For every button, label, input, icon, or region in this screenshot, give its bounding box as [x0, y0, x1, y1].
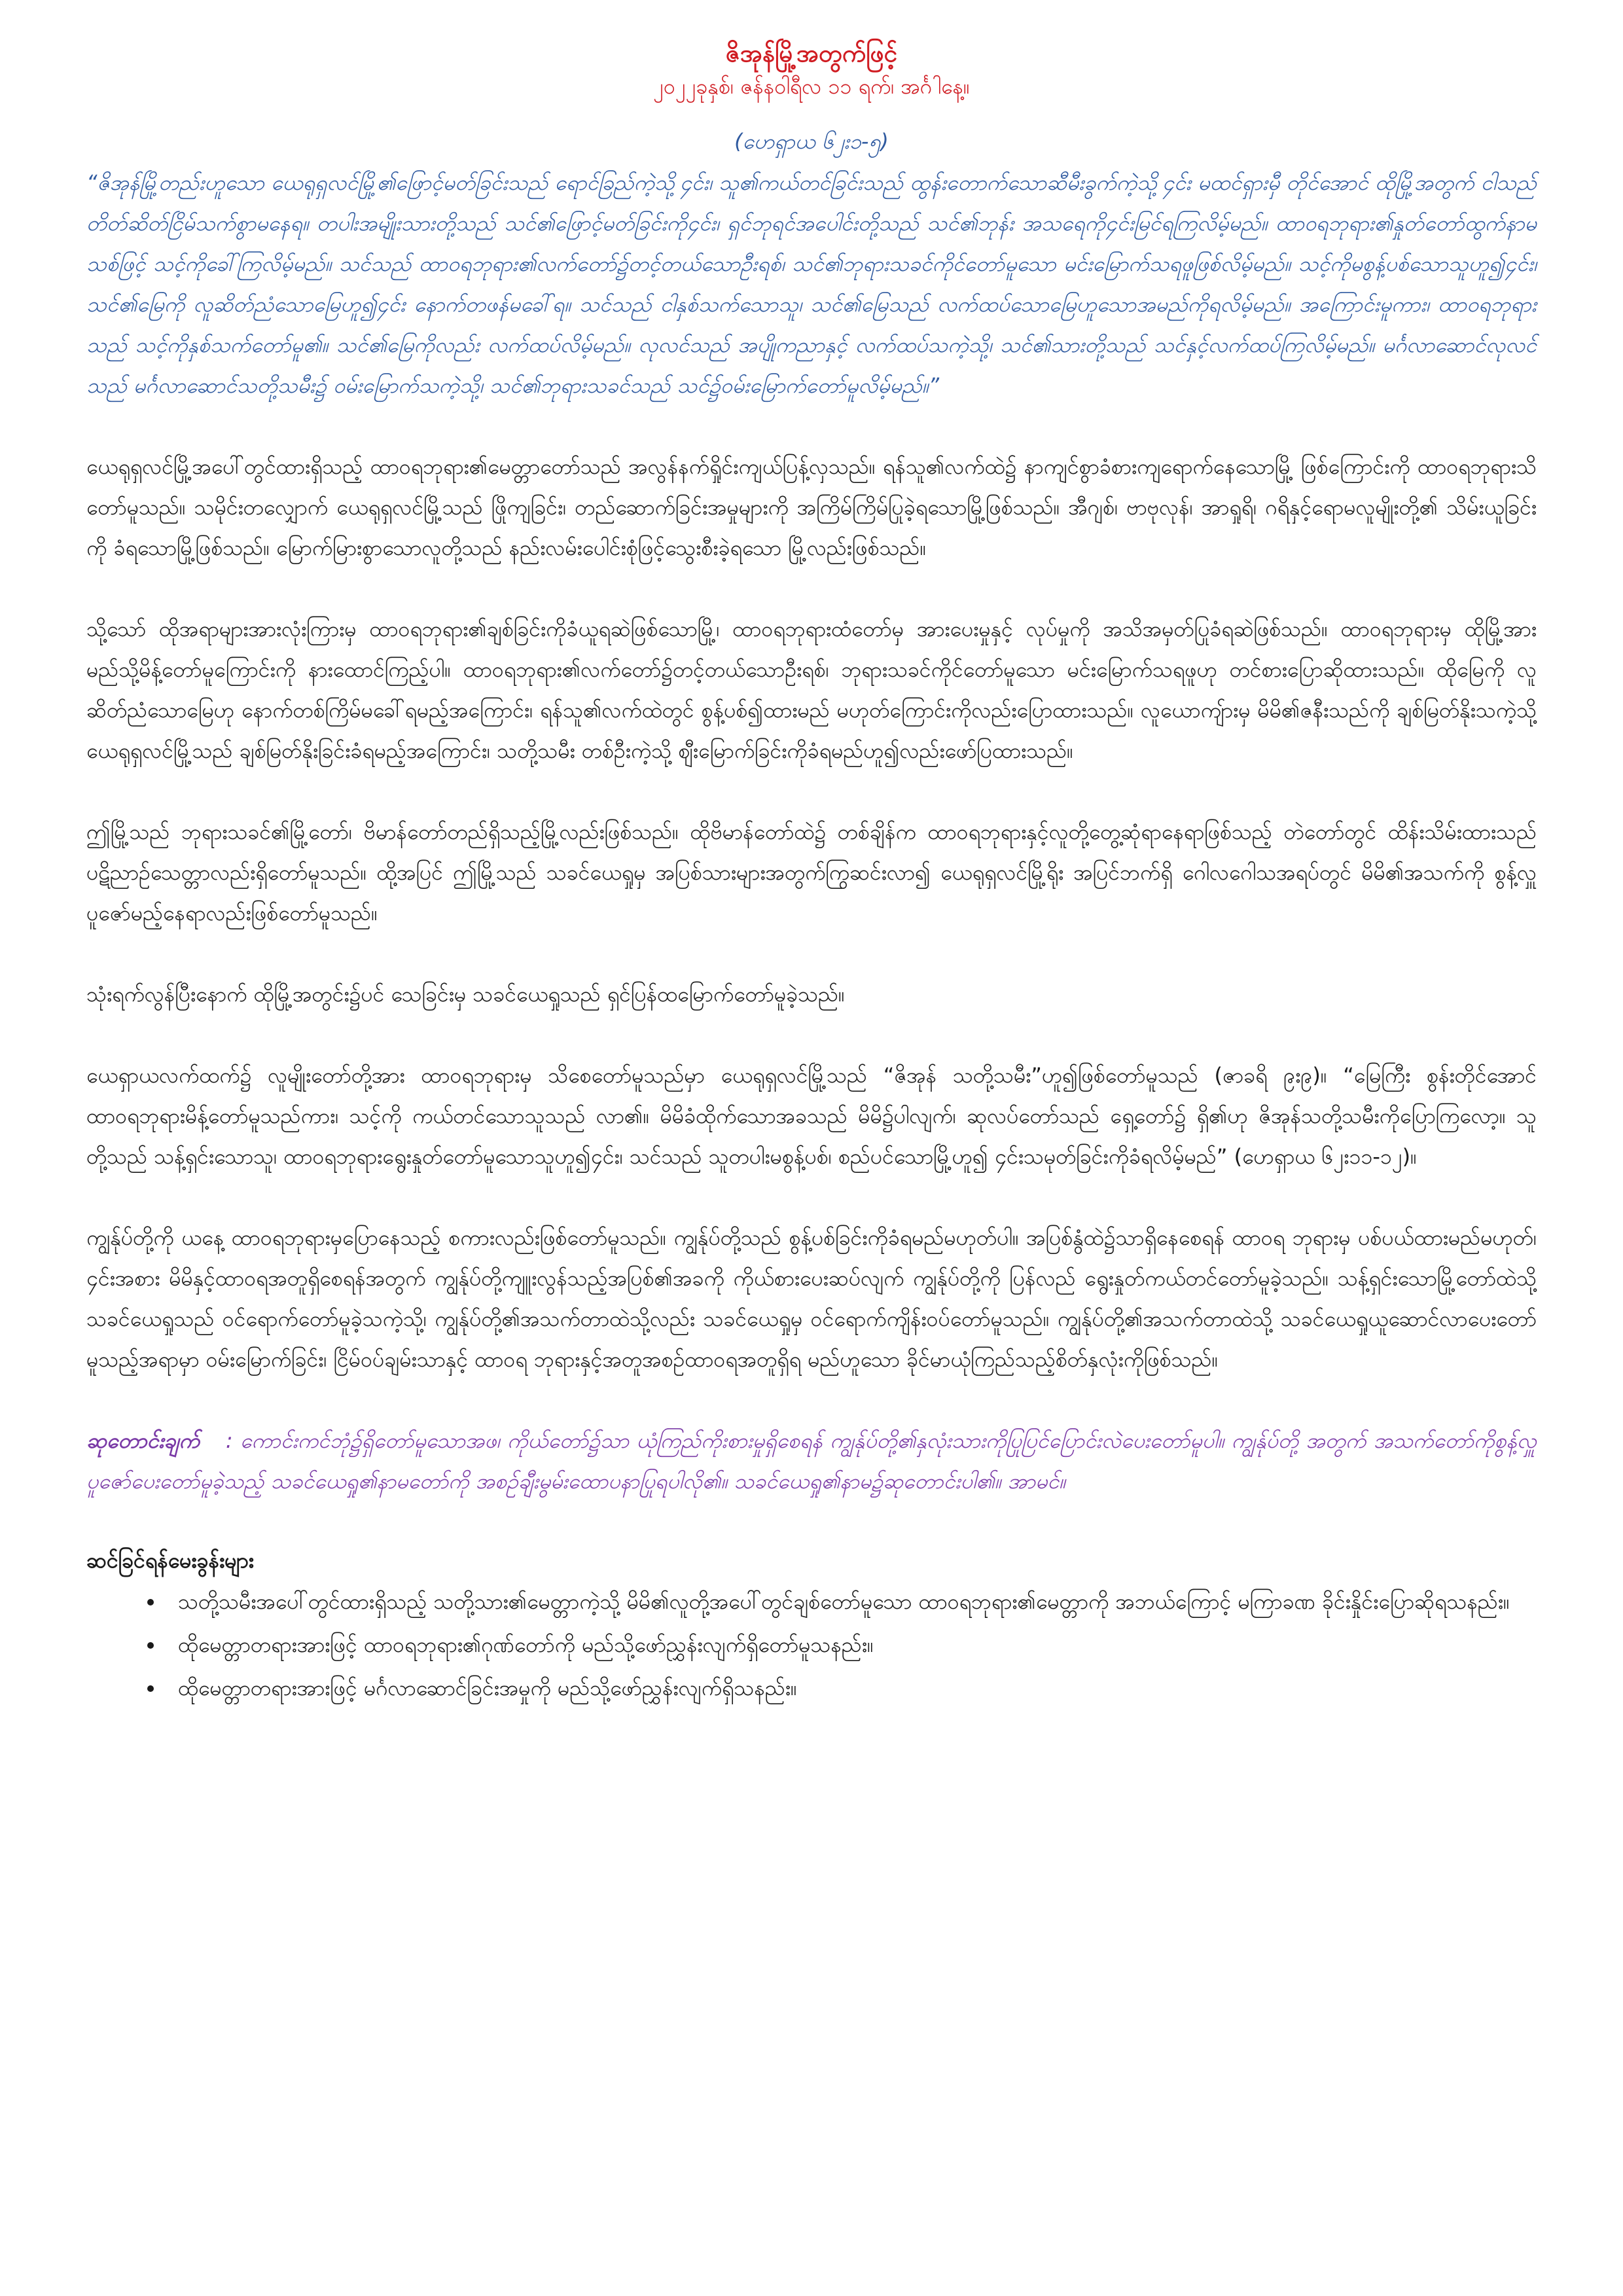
page-title: ဇိအုန်မြို့အတွက်ဖြင့်: [725, 39, 898, 67]
devotional-page: [86, 37, 1537, 1711]
body-paragraph-1: ယေရုရှလင်မြို့အပေါ်တွင်ထားရှိသည့် ထာဝရဘုရား၏မေတ္တာတော်သည် အလွန်နက်ရှိုင်းကျယ်ပြန့်လှသည်။ ရန်သူ၏လက်ထဲ၌ နာကျင်စွာခံစားကျရောက်နေသောမြို့ ဖြစ်ကြောင်းကို ထာဝရဘုရားသိတော်မူသည်။ သမိုင်းတလျှောက် ယေရုရှလင်မြို့သည် ဖြိုကျခြင်း၊ တည်ဆောက်ခြင်းအမှုများကို အကြိမ်ကြိမ်ပြုခဲ့ရသောမြို့ဖြစ်သည်။ အီဂျစ်၊ ဗာဗုလုန်၊ အာရှုရိ၊ ဂရိနှင့်ရောမလူမျိုးတို့၏ သိမ်းယူခြင်းကို ခံရသောမြို့ဖြစ်သည်။ မြောက်မြားစွာသောလူတို့သည် နည်းလမ်းပေါင်းစုံဖြင့်သွေးစီးခဲ့ရသော မြို့လည်းဖြစ်သည်။: [86, 454, 1537, 560]
body-paragraph-3: ဤမြို့သည် ဘုရားသခင်၏မြို့တော်၊ ဗိမာန်တော်တည်ရှိသည့်မြို့လည်းဖြစ်သည်။ ထိုဗိမာန်တော်ထဲ၌ တစ်ချိန်က ထာဝရဘုရားနှင့်လူတို့တွေ့ဆုံရာနေရာဖြစ်သည့် တဲတော်တွင် ထိန်းသိမ်းထားသည် ပဋိညာဉ်သေတ္တာလည်းရှိတော်မူသည်။ ထို့အပြင် ဤမြို့သည် သခင်ယေရှုမှ အပြစ်သားများအတွက်ကြွဆင်းလာ၍ ယေရုရှလင်မြို့ရိုး အပြင်ဘက်ရှိ ဂေါလဂေါသအရပ်တွင် မိမိ၏အသက်ကို စွန့်လှူပူဇော်မည့်နေရာလည်းဖြစ်တော်မူသည်။: [86, 819, 1537, 925]
question-item: • သတို့သမီးအပေါ်တွင်ထားရှိသည့် သတို့သား၏မေတ္တာကဲ့သို့ မိမိ၏လူတို့အပေါ်တွင်ချစ်တော်မူသော ထာဝရဘုရား၏မေတ္တာကို အဘယ်ကြောင့် မကြာခဏ ခိုင်းနှိုင်းပြောဆိုရသနည်း။: [165, 1581, 1537, 1622]
date-line: ၂၀၂၂ခုနှစ်၊ ဇန်နဝါရီလ ၁၁ ရက်၊ အင်္ဂါနေ့။: [653, 74, 970, 99]
prayer-label: ဆုတောင်းချက်: [86, 1428, 200, 1453]
body-paragraph-2: သို့သော် ထိုအရာများအားလုံးကြားမှ ထာဝရဘုရား၏ချစ်ခြင်းကိုခံယူရဆဲဖြစ်သောမြို့၊ ထာဝရဘုရားထံတော်မှ အားပေးမှုနှင့် လုပ်မှုကို အသိအမှတ်ပြုခံရဆဲဖြစ်သည်။ ထာဝရဘုရားမှ ထိုမြို့အား မည်သို့မိန့်တော်မူကြောင်းကို နားထောင်ကြည့်ပါ။ ထာဝရဘုရား၏လက်တော်၌တင့်တယ်သောဦးရစ်၊ ဘုရားသခင်ကိုင်တော်မူသော မင်းမြောက်သရဖူဟု တင်စားပြောဆိုထားသည်။ ထိုမြေကို လူဆိတ်ညံသောမြေဟု နောက်တစ်ကြိမ်မခေါ်ရမည့်အကြောင်း၊ ရန်သူ၏လက်ထဲတွင် စွန့်ပစ်၍ထားမည် မဟုတ်ကြောင်းကိုလည်းပြောထားသည်။ လူယောကျ်ားမှ မိမိ၏ဇနီးသည်ကို ချစ်မြတ်နိုးသကဲ့သို့ ယေရုရှလင်မြို့သည် ချစ်မြတ်နိုးခြင်းခံရမည့်အကြောင်း၊ သတို့သမီး တစ်ဦးကဲ့သို့ ဈီးမြောက်ခြင်းကိုခံရမည်ဟူ၍လည်းဖော်ပြထားသည်။: [86, 617, 1537, 763]
question-item: • ထိုမေတ္တာတရားအားဖြင့် ထာဝရဘုရား၏ဂုဏ်တော်ကို မည်သို့ဖော်ညွှန်းလျက်ရှိတော်မူသနည်း။: [165, 1624, 1537, 1665]
question-item: • ထိုမေတ္တာတရားအားဖြင့် မင်္ဂလာဆောင်ခြင်းအမှုကို မည်သို့ဖော်ညွှန်းလျက်ရှိသနည်း။: [165, 1668, 1537, 1708]
body-paragraph-4: သုံးရက်လွန်ပြီးနောက် ထိုမြို့အတွင်း၌ပင် သေခြင်းမှ သခင်ယေရှုသည် ရှင်ပြန်ထမြောက်တော်မူခဲ့သည်။: [86, 982, 845, 1007]
questions-list: [86, 1581, 1537, 1708]
body-paragraph-6: ကျွန်ုပ်တို့ကို ယနေ့ ထာဝရဘုရားမှပြောနေသည့် စကားလည်းဖြစ်တော်မူသည်။ ကျွန်ုပ်တို့သည် စွန့်ပစ်ခြင်းကိုခံရမည်မဟုတ်ပါ။ အပြစ်နွံထဲ၌သာရှိနေစေရန် ထာဝရ ဘုရားမှ ပစ်ပယ်ထားမည်မဟုတ်၊ ၄င်းအစား မိမိနှင့်ထာဝရအတူရှိစေရန်အတွက် ကျွန်ုပ်တို့ကျူးလွန်သည့်အပြစ်၏အခကို ကိုယ်စားပေးဆပ်လျက် ကျွန်ုပ်တို့ကို ပြန်လည် ရွေးနှုတ်ကယ်တင်တော်မူခဲ့သည်။ သန့်ရှင်းသောမြို့တော်ထဲသို့ သခင်ယေရှုသည် ဝင်ရောက်တော်မူခဲ့သကဲ့သို့၊ ကျွန်ုပ်တို့၏အသက်တာထဲသို့လည်း သခင်ယေရှုမှ ဝင်ရောက်ကျိန်းဝပ်တော်မူသည်။ ကျွန်ုပ်တို့၏အသက်တာထဲသို့ သခင်ယေရှုယူဆောင်လာပေးတော်မူသည့်အရာမှာ ဝမ်းမြောက်ခြင်း၊ ငြိမ်ဝပ်ချမ်းသာနှင့် ထာဝရ ဘုရားနှင့်အတူအစဉ်ထာဝရအတူရှိရ မည်ဟူသော ခိုင်မာယုံကြည်သည့်စိတ်နှလုံးကိုဖြစ်သည်။: [86, 1225, 1537, 1372]
body-paragraph-5: ယေရှာယလက်ထက်၌ လူမျိုးတော်တို့အား ထာဝရဘုရားမှ သိစေတော်မူသည်မှာ ယေရုရှလင်မြို့သည် “ဇိအုန် သတို့သမီး”ဟူ၍ဖြစ်တော်မူသည် (ဇာခရိ ၉း၉)။ “မြေကြီး စွန်းတိုင်အောင် ထာဝရဘုရားမိန့်တော်မူသည်ကား၊ သင့်ကို ကယ်တင်သောသူသည် လာ၏။ မိမိခံထိုက်သောအခသည် မိမိ၌ပါလျက်၊ ဆုလပ်တော်သည် ရှေ့တော်၌ ရှိ၏ဟု ဇိအုန်သတို့သမီးကိုပြောကြလော့။ သူတို့သည် သန့်ရှင်းသောသူ၊ ထာဝရဘုရားရွေးနှုတ်တော်မူသောသူဟူ၍၄င်း၊ သင်သည် သူတပါးမစွန့်ပစ်၊ စည်ပင်သောမြို့ဟူ၍ ၄င်းသမုတ်ခြင်းကိုခံရလိမ့်မည်” (ဟေရှာယ ၆၂း၁၁-၁၂)။: [86, 1063, 1537, 1169]
scripture-text: “ဇိအုန်မြို့တည်းဟူသော ယေရုရှလင်မြို့၏ဖြောင့်မတ်ခြင်းသည် ရောင်ခြည်ကဲ့သို့၄င်း၊ သူ၏ကယ်တင်ခြင်းသည် ထွန်းတောက်သောဆီမီးခွက်ကဲ့သို့၄င်း မထင်ရှားမှီ တိုင်အောင် ထိုမြို့အတွက် ငါသည်တိတ်ဆိတ်ငြိမ်သက်စွာမနေရ။ တပါးအမျိုးသားတို့သည် သင်၏ဖြောင့်မတ်ခြင်းကို၄င်း၊ ရှင်ဘုရင်အပေါင်းတို့သည် သင်၏ဘုန်း အသရေကို၄င်းမြင်ရကြလိမ့်မည်။ ထာဝရဘုရား၏နှုတ်တော်ထွက်နာမသစ်ဖြင့် သင့်ကိုခေါ်ကြလိမ့်မည်။ သင်သည် ထာဝရဘုရား၏လက်တော်၌တင့်တယ်သောဦးရစ်၊ သင်၏ဘုရားသခင်ကိုင်တော်မူသော မင်းမြောက်သရဖူဖြစ်လိမ့်မည်။ သင့်ကိုမစွန့်ပစ်သောသူဟူ၍၄င်း၊ သင်၏မြေကို လူဆိတ်ညံသောမြေဟူ၍၄င်း နောက်တဖန်မခေါ်ရ။ သင်သည် ငါနှစ်သက်သောသူ၊ သင်၏မြေသည် လက်ထပ်သောမြေဟူသောအမည်ကိုရလိမ့်မည်။ အကြောင်းမူကား၊ ထာဝရဘုရားသည် သင့်ကိုနှစ်သက်တော်မူ၏။ သင်၏မြေကိုလည်း လက်ထပ်လိမ့်မည်။ လုလင်သည် အပျိုကညာနှင့် လက်ထပ်သကဲ့သို့၊ သင်၏သားတို့သည် သင်နှင့်လက်ထပ်ကြလိမ့်မည်။ မင်္ဂလာဆောင်လုလင်သည် မင်္ဂလာဆောင်သတို့သမီး၌ ဝမ်းမြောက်သကဲ့သို့၊ သင်၏ဘုရားသခင်သည် သင်၌ဝမ်းမြောက်တော်မူလိမ့်မည်။”: [86, 170, 1537, 398]
prayer-text: : ကောင်းကင်ဘုံ၌ရှိတော်မူသောအဖ၊ ကိုယ်တော်၌သာ ယုံကြည်ကိုးစားမှုရှိစေရန် ကျွန်ုပ်တို့၏နှလုံးသားကိုပြုပြင်ပြောင်းလဲပေးတော်မူပါ။ ကျွန်ုပ်တို့ အတွက် အသက်တော်ကိုစွန့်လှူပူဇော်ပေးတော်မူခဲ့သည့် သခင်ယေရှု၏နာမတော်ကို အစဉ်ချီးမွမ်းထောပနာပြုရပါလို၏။ သခင်ယေရှု၏နာမ၌ဆုတောင်းပါ၏။ အာမင်။: [86, 1428, 1537, 1494]
scripture-reference: (ဟေရှာယ ၆၂း၁-၅): [734, 129, 889, 154]
questions-heading: ဆင်ခြင်ရန်မေးခွန်းများ: [86, 1548, 254, 1573]
prayer-block: [86, 1420, 1537, 1501]
